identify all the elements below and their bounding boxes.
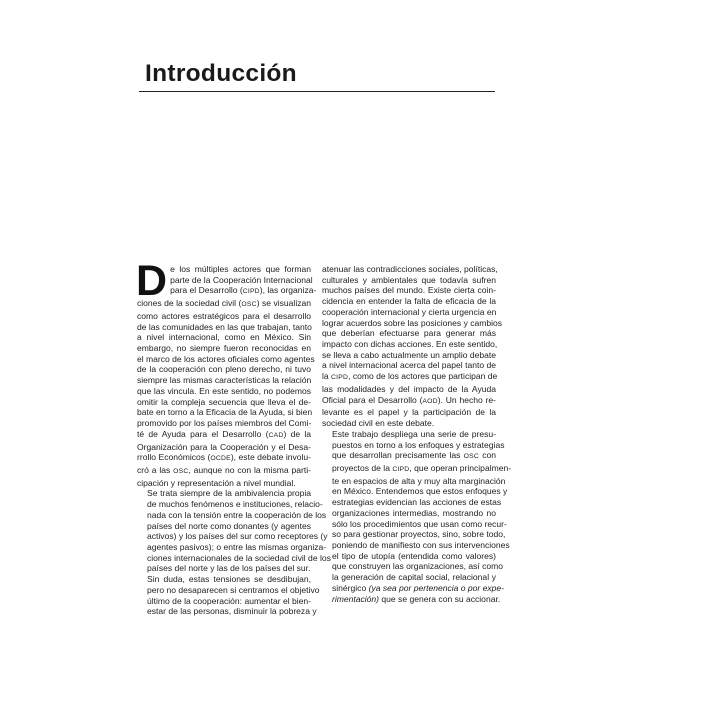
text-line: países del norte como donantes (y agentes bbox=[147, 520, 311, 531]
text-line: siempre las mismas características la relación bbox=[137, 375, 312, 386]
paragraph-1 bbox=[136, 257, 317, 488]
text-line: té de Ayuda para el Desarrollo (CAD) de la bbox=[137, 428, 312, 439]
text-line: sólo los procedimientos que usan como recur- bbox=[332, 518, 507, 529]
text-line: cró a las OSC, aunque no con la misma parti- bbox=[137, 464, 311, 475]
text-line: poniendo de manifiesto con sus intervenciones bbox=[332, 539, 510, 550]
text-line: la CIPD, como de los actores que participan de bbox=[322, 371, 498, 382]
text-line: Se trata siempre de la ambivalencia propia bbox=[147, 488, 311, 499]
text-line: pero no desaparecen si centramos el objetivo bbox=[147, 584, 320, 595]
text-line: promovido por los países miembros del Comi- bbox=[137, 418, 312, 429]
text-line: nada con la tensión entre la cooperación de los bbox=[147, 509, 327, 520]
text-line: sinérgico (ya sea por pertenencia o por expe- bbox=[332, 582, 505, 593]
text-line: rrollo Económicos (OCDE), este debate involu- bbox=[137, 452, 311, 463]
text-line: muchos países del mundo. Existe cierta coin- bbox=[322, 285, 496, 296]
text-line: como actores estratégicos para el desarrollo bbox=[137, 310, 311, 321]
text-line: ciones de la sociedad civil (OSC) se visualizan bbox=[137, 298, 312, 309]
text-line: Oficial para el Desarrollo (AOD). Un hecho re- bbox=[322, 394, 496, 405]
text-line: estar de las personas, disminuir la pobreza y bbox=[147, 606, 317, 617]
text-line: Organización para la Cooperación y el Desa- bbox=[137, 441, 311, 452]
text-column-left bbox=[136, 257, 331, 617]
text-line: lograr acuerdos sobre las posiciones y cambios bbox=[322, 317, 503, 328]
text-line: para el Desarrollo (CIPD), las organiza- bbox=[170, 285, 317, 296]
text-line: activos) y los países del sur como receptores (y bbox=[147, 531, 328, 542]
text-line: e los múltiples actores que forman bbox=[170, 264, 311, 274]
text-column-right bbox=[322, 264, 512, 604]
drop-cap: D bbox=[136, 257, 168, 305]
text-line: embargo, no siempre fueron reconocidas en bbox=[137, 343, 311, 354]
paragraph-3-continued bbox=[322, 264, 503, 429]
text-line: ciones internacionales de la sociedad civil de los bbox=[147, 552, 331, 563]
text-line: impacto con dichas acciones. En este sentido, bbox=[322, 339, 498, 350]
text-line: países del norte y las de los países del sur. bbox=[147, 563, 311, 574]
text-line: el marco de los actores oficiales como agentes bbox=[137, 353, 315, 364]
paragraph-3 bbox=[137, 574, 320, 617]
text-line: estrategias evidencian las acciones de estas bbox=[332, 497, 502, 508]
text-line: cidencia en entender la falta de eficacia de la bbox=[322, 296, 496, 307]
text-line: la generación de capital social, relacional y bbox=[332, 572, 496, 583]
text-line: las modalidades y del impacto de la Ayuda bbox=[322, 383, 496, 394]
text-line: Sin duda, estas tensiones se desdibujan, bbox=[147, 574, 311, 585]
text-line: cooperación internacional y cierta urgencia en bbox=[322, 306, 497, 317]
text-line: de muchos fenómenos e instituciones, relacio- bbox=[147, 499, 323, 510]
text-line: se lleva a cabo actualmente un amplio debate bbox=[322, 349, 496, 360]
text-line: de las comunidades en las que trabajan, tanto bbox=[137, 321, 312, 332]
text-line: so para gestionar proyectos, sino, sobre todo, bbox=[332, 529, 506, 540]
text-line: puestos en torno a los enfoques y estrategias bbox=[332, 439, 505, 450]
text-line: el tipo de utopía (entendida como valores) bbox=[332, 550, 496, 561]
title-rule bbox=[139, 91, 495, 92]
text-line: sociedad civil en este debate. bbox=[322, 418, 435, 429]
text-line: en México. Entendemos que estos enfoques y bbox=[332, 486, 508, 497]
text-line: omitir la compleja secuencia que lleva el de- bbox=[137, 396, 311, 407]
text-line: organizaciones intermedias, mostrando no bbox=[332, 507, 496, 518]
paragraph-2 bbox=[137, 488, 331, 574]
text-line: que desarrollan precisamente las OSC con bbox=[332, 450, 496, 461]
text-line: que las vincula. En este sentido, no podemos bbox=[137, 385, 311, 396]
text-line: bate en torno a la Eficacia de la Ayuda, si bien bbox=[137, 407, 313, 418]
text-line: agentes pasivos); o entre las mismas organiza- bbox=[147, 541, 327, 552]
text-line: que construyen las organizaciones, así como bbox=[332, 561, 504, 572]
text-line: Este trabajo despliega una serie de presu- bbox=[332, 428, 496, 439]
text-line: a nivel internacional acerca del papel tanto de bbox=[322, 360, 496, 371]
paragraph-4 bbox=[322, 428, 512, 605]
page-title: Introducción bbox=[145, 60, 297, 87]
text-line: a nivel internacional, como en México. Sin bbox=[137, 332, 311, 343]
text-line: proyectos de la CIPD, que operan principalmen- bbox=[332, 462, 512, 473]
text-line: te en espacios de alta y muy alta marginación bbox=[332, 475, 506, 486]
text-line: cipación y representación a nivel mundial. bbox=[137, 477, 296, 488]
text-line: culturales y ambientales que todavía sufren bbox=[322, 274, 496, 285]
text-line: parte de la Cooperación Internacional bbox=[170, 274, 313, 285]
text-line: levante es el papel y la participación de la bbox=[322, 407, 496, 418]
text-line: atenuar las contradicciones sociales, políticas, bbox=[322, 264, 498, 274]
text-line: que deberían efectuarse para generar más bbox=[322, 328, 496, 339]
text-line: de la cooperación con pleno derecho, ni tuvo bbox=[137, 364, 311, 375]
text-line: último de la cooperación: aumentar el bien- bbox=[147, 595, 311, 606]
text-line: rimentación) que se genera con su accionar. bbox=[332, 593, 501, 604]
